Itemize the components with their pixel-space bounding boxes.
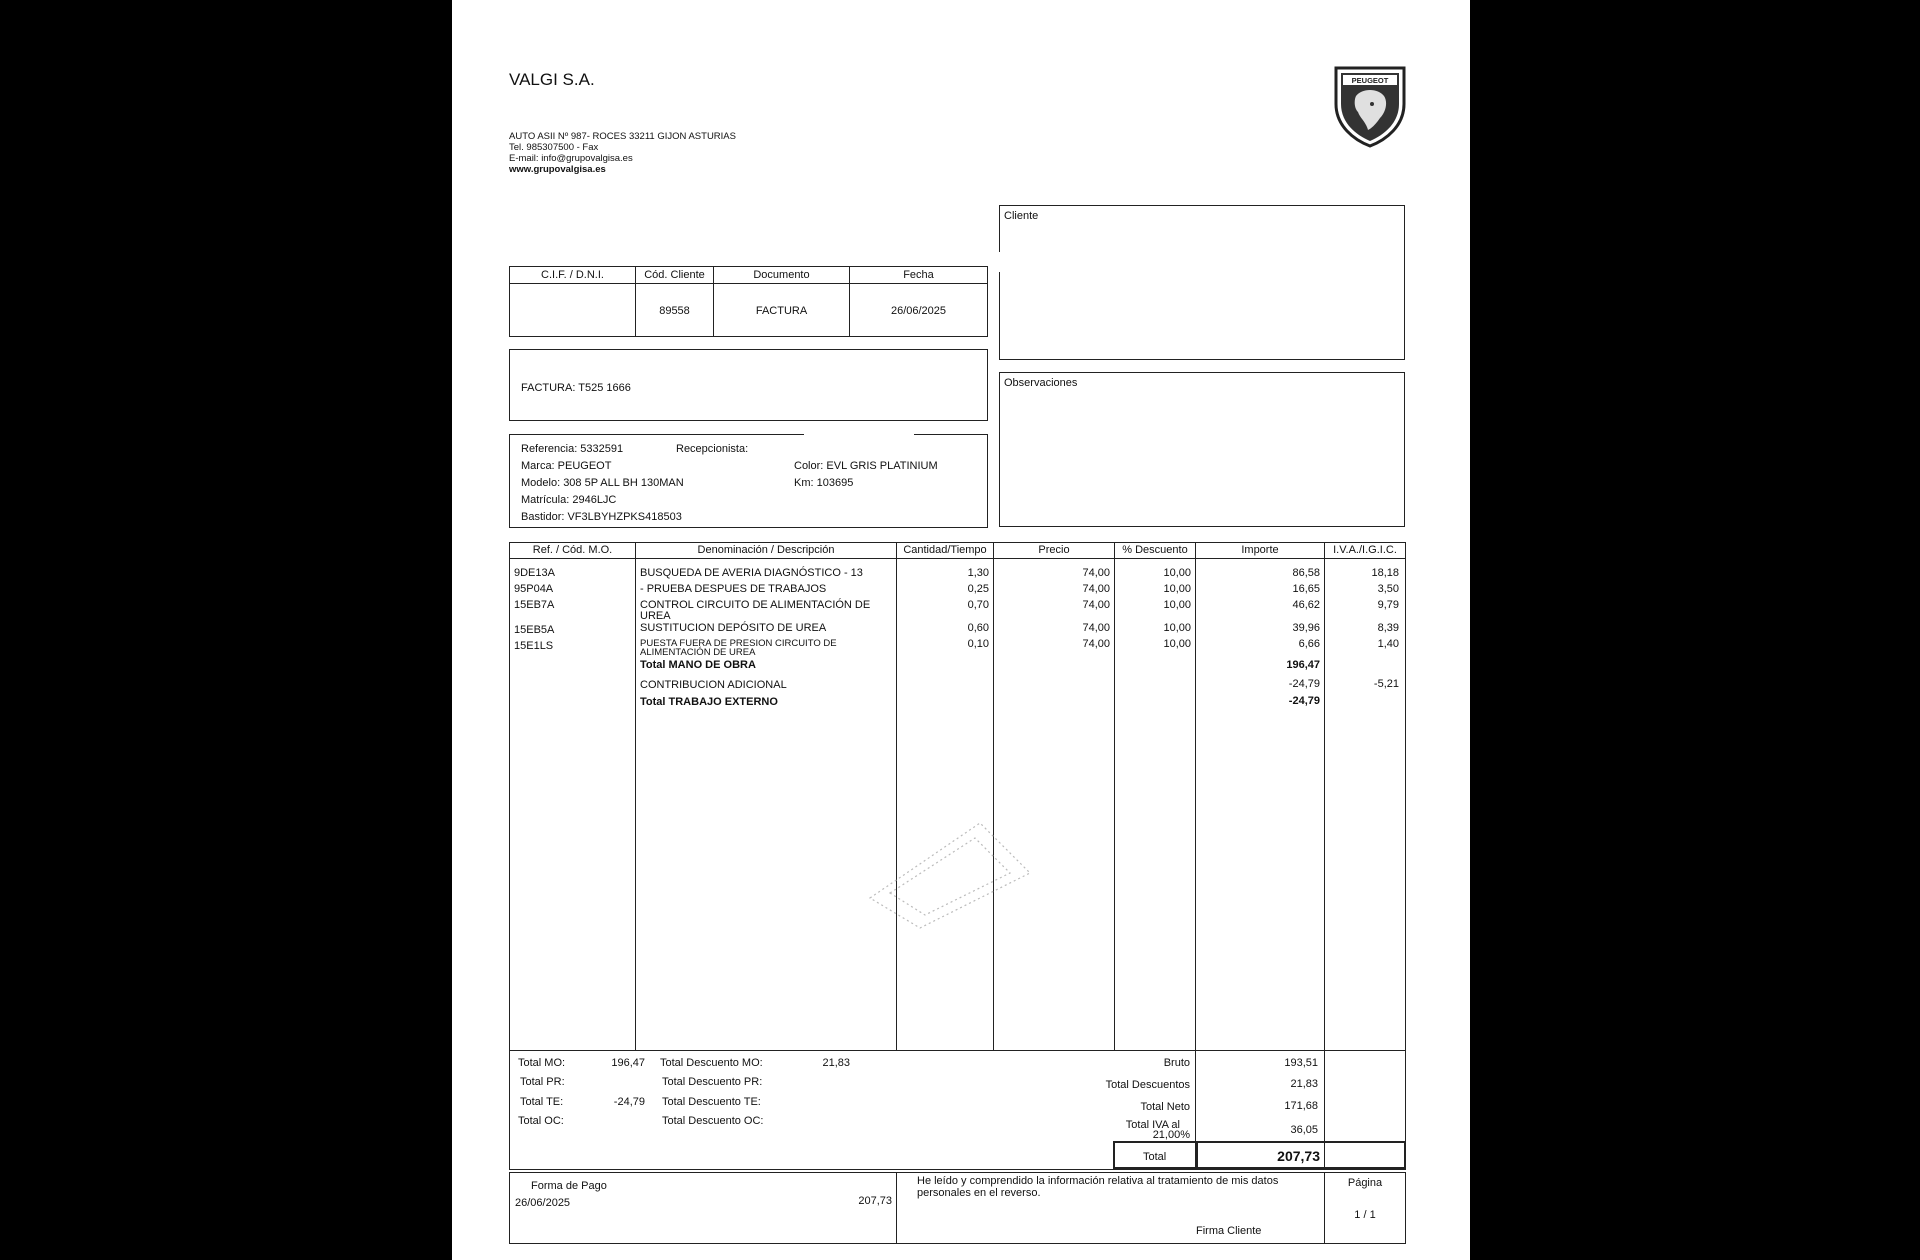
col-ref-header: Ref. / Cód. M.O. — [532, 544, 613, 556]
company-email: E-mail: info@grupovalgisa.es — [509, 153, 633, 164]
privacy-text-line2: personales en el reverso. — [917, 1187, 1041, 1199]
item-qty: 0,70 — [967, 599, 989, 611]
payment-amount: 207,73 — [858, 1195, 892, 1207]
header-document-value: FACTURA — [755, 305, 808, 317]
grand-total-label: Total — [1143, 1151, 1167, 1163]
header-document-label: Documento — [753, 269, 810, 281]
item-amount: 39,96 — [1292, 622, 1320, 634]
total-iva-value: 36,05 — [1290, 1124, 1318, 1136]
total-mano-obra-label: Total MANO DE OBRA — [640, 659, 756, 671]
vehicle-marca: Marca: PEUGEOT — [521, 460, 612, 472]
total-descuento-mo-label: Total Descuento MO: — [660, 1057, 763, 1069]
item-amount: 16,65 — [1292, 583, 1320, 595]
vehicle-info-box — [509, 434, 988, 528]
payment-method-label: Forma de Pago — [531, 1180, 607, 1192]
total-descuentos-label: Total Descuentos — [1105, 1079, 1190, 1091]
item-desc: - PRUEBA DESPUES DE TRABAJOS — [640, 583, 827, 595]
item-ref: 9DE13A — [514, 567, 555, 579]
item-iva: 18,18 — [1371, 567, 1399, 579]
item-desc: PUESTA FUERA DE PRESION CIRCUITO DE — [640, 638, 837, 649]
vehicle-modelo: Modelo: 308 5P ALL BH 130MAN — [521, 477, 684, 489]
total-trabajo-externo-label: Total TRABAJO EXTERNO — [640, 696, 778, 708]
company-name: VALGI S.A. — [509, 70, 595, 89]
total-descuento-pr-label: Total Descuento PR: — [662, 1076, 763, 1088]
item-price: 74,00 — [1082, 599, 1110, 611]
grand-total-value: 207,73 — [1277, 1148, 1320, 1164]
page-number: 1 / 1 — [1354, 1209, 1376, 1221]
total-neto-value: 171,68 — [1284, 1100, 1318, 1112]
item-desc: CONTROL CIRCUITO DE ALIMENTACIÓN DE — [640, 599, 871, 611]
vehicle-km: Km: 103695 — [794, 477, 854, 489]
item-desc-continued: UREA — [640, 610, 671, 622]
col-desc-header: Denominación / Descripción — [697, 544, 835, 556]
item-amount: 6,66 — [1298, 638, 1320, 650]
total-mano-obra-amount: 196,47 — [1286, 659, 1320, 671]
invoice-number-box — [509, 349, 988, 421]
contribucion-amount: -24,79 — [1288, 678, 1320, 690]
item-ref: 15EB5A — [514, 624, 555, 636]
total-pr-label: Total PR: — [520, 1076, 565, 1088]
footer-box — [509, 1172, 1406, 1244]
logo-text: PEUGEOT — [1351, 76, 1389, 85]
item-iva: 1,40 — [1377, 638, 1399, 650]
company-address: AUTO ASII Nº 987- ROCES 33211 GIJON ASTURIAS — [509, 131, 736, 142]
item-iva: 3,50 — [1377, 583, 1399, 595]
item-desc: SUSTITUCION DEPÓSITO DE UREA — [640, 622, 827, 634]
header-date-label: Fecha — [903, 269, 934, 281]
total-trabajo-externo-amount: -24,79 — [1288, 695, 1320, 707]
grand-total-box — [1113, 1141, 1406, 1169]
observations-box — [999, 372, 1405, 527]
item-discount: 10,00 — [1163, 622, 1191, 634]
total-descuento-oc-label: Total Descuento OC: — [662, 1115, 764, 1127]
total-oc-label: Total OC: — [518, 1115, 564, 1127]
vehicle-bastidor: Bastidor: VF3LBYHZPKS418503 — [521, 511, 682, 523]
item-desc-continued: ALIMENTACIÓN DE UREA — [640, 647, 756, 658]
item-discount: 10,00 — [1163, 599, 1191, 611]
total-mo-label: Total MO: — [518, 1057, 566, 1069]
page-label: Página — [1347, 1177, 1383, 1189]
company-phone: Tel. 985307500 - Fax — [509, 142, 599, 153]
vehicle-recepcionista: Recepcionista: — [676, 443, 749, 455]
item-iva: 9,79 — [1377, 599, 1399, 611]
header-date-value: 26/06/2025 — [890, 305, 947, 317]
invoice-page — [452, 0, 1470, 1260]
item-price: 74,00 — [1082, 567, 1110, 579]
col-discount-header: % Descuento — [1122, 544, 1188, 556]
vehicle-color: Color: EVL GRIS PLATINIUM — [794, 460, 938, 472]
observations-label: Observaciones — [1004, 377, 1078, 389]
total-descuento-te-label: Total Descuento TE: — [662, 1096, 761, 1108]
contribucion-label: CONTRIBUCION ADICIONAL — [640, 679, 787, 691]
items-table — [509, 542, 1406, 1170]
bruto-value: 193,51 — [1284, 1057, 1318, 1069]
stamp-mark — [860, 803, 1040, 933]
col-price-header: Precio — [1038, 544, 1070, 556]
item-discount: 10,00 — [1163, 638, 1191, 650]
item-qty: 1,30 — [967, 567, 989, 579]
privacy-text-line1: He leído y comprendido la información relativa al tratamiento de mis datos — [917, 1175, 1279, 1187]
client-box — [999, 205, 1405, 360]
signature-label: Firma Cliente — [1196, 1225, 1262, 1237]
item-discount: 10,00 — [1163, 583, 1191, 595]
total-neto-label: Total Neto — [1140, 1101, 1190, 1113]
client-label: Cliente — [1004, 210, 1039, 222]
payment-date: 26/06/2025 — [515, 1197, 571, 1209]
total-descuento-mo-value: 21,83 — [822, 1057, 850, 1069]
total-iva-label: Total IVA al — [1125, 1119, 1180, 1131]
vehicle-matricula: Matrícula: 2946LJC — [521, 494, 617, 506]
col-iva-header: I.V.A./I.G.I.C. — [1333, 544, 1397, 556]
invoice-number: FACTURA: T525 1666 — [521, 382, 631, 394]
header-cif-label: C.I.F. / D.N.I. — [541, 269, 604, 281]
contribucion-iva: -5,21 — [1373, 678, 1399, 690]
item-qty: 0,10 — [967, 638, 989, 650]
company-web: www.grupovalgisa.es — [509, 164, 606, 175]
item-desc: BUSQUEDA DE AVERIA DIAGNÓSTICO - 13 — [640, 567, 863, 579]
item-discount: 10,00 — [1163, 567, 1191, 579]
item-qty: 0,60 — [967, 622, 989, 634]
total-descuentos-value: 21,83 — [1290, 1078, 1318, 1090]
item-ref: 15E1LS — [514, 640, 554, 652]
total-te-label: Total TE: — [520, 1096, 564, 1108]
item-price: 74,00 — [1082, 638, 1110, 650]
item-amount: 86,58 — [1292, 567, 1320, 579]
total-iva-rate: 21,00% — [1152, 1129, 1190, 1141]
col-qty-header: Cantidad/Tiempo — [903, 544, 987, 556]
header-table — [509, 266, 988, 337]
total-te-value: -24,79 — [613, 1096, 645, 1108]
item-ref: 95P04A — [514, 583, 554, 595]
col-amount-header: Importe — [1241, 544, 1279, 556]
header-client-code-label: Cód. Cliente — [644, 269, 705, 281]
peugeot-logo-icon — [1332, 66, 1408, 148]
item-amount: 46,62 — [1292, 599, 1320, 611]
header-client-code-value: 89558 — [659, 305, 690, 317]
item-ref: 15EB7A — [514, 599, 555, 611]
item-iva: 8,39 — [1377, 622, 1399, 634]
item-price: 74,00 — [1082, 583, 1110, 595]
item-qty: 0,25 — [967, 583, 989, 595]
bruto-label: Bruto — [1163, 1057, 1190, 1069]
total-mo-value: 196,47 — [611, 1057, 645, 1069]
vehicle-referencia: Referencia: 5332591 — [521, 443, 624, 455]
item-price: 74,00 — [1082, 622, 1110, 634]
